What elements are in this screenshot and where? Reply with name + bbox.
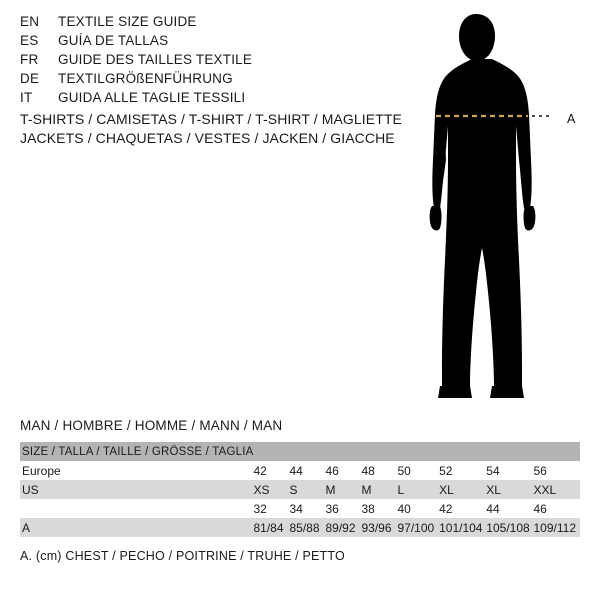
measure-label-a: A	[567, 112, 576, 126]
table-row	[20, 461, 580, 480]
language-text: TEXTILGRÖßENFÜHRUNG	[58, 71, 233, 86]
table-cell: 46	[326, 461, 362, 480]
language-code: ES	[20, 33, 39, 48]
table-cell: L	[398, 480, 440, 499]
language-code: IT	[20, 90, 33, 105]
table-header-row	[20, 442, 580, 461]
table-row	[20, 480, 580, 499]
table-cell: 32	[254, 499, 290, 518]
row-label: US	[20, 480, 254, 499]
table-cell: XS	[254, 480, 290, 499]
category-jackets: JACKETS / CHAQUETAS / VESTES / JACKEN / GIACCHE	[20, 130, 395, 146]
body-silhouette-figure	[420, 10, 595, 410]
table-cell: 56	[534, 461, 581, 480]
language-text: GUIDE DES TAILLES TEXTILE	[58, 52, 253, 67]
table-cell: 38	[362, 499, 398, 518]
table-cell: XL	[486, 480, 533, 499]
size-table	[20, 442, 580, 537]
table-cell: XXL	[534, 480, 581, 499]
table-cell: 52	[439, 461, 486, 480]
language-row	[20, 52, 400, 71]
table-footnote: A. (cm) CHEST / PECHO / POITRINE / TRUHE / PETTO	[20, 549, 345, 563]
table-cell: 54	[486, 461, 533, 480]
row-label: Europe	[20, 461, 254, 480]
row-label	[20, 499, 254, 518]
language-row	[20, 71, 400, 90]
table-row	[20, 518, 580, 537]
male-silhouette-icon	[420, 10, 595, 410]
table-header-label: SIZE / TALLA / TAILLE / GRÖSSE / TAGLIA	[20, 442, 254, 461]
table-cell: 85/88	[290, 518, 326, 537]
language-row	[20, 33, 400, 52]
table-cell: 101/104	[439, 518, 486, 537]
language-row	[20, 14, 400, 33]
table-cell: M	[362, 480, 398, 499]
table-section-title: MAN / HOMBRE / HOMME / MANN / MAN	[20, 418, 283, 433]
language-text: GUÍA DE TALLAS	[58, 33, 169, 48]
language-row	[20, 90, 400, 109]
table-cell: 34	[290, 499, 326, 518]
language-code: EN	[20, 14, 40, 29]
table-cell: 93/96	[362, 518, 398, 537]
table-cell: S	[290, 480, 326, 499]
table-cell: 42	[254, 461, 290, 480]
table-cell: XL	[439, 480, 486, 499]
table-cell: M	[326, 480, 362, 499]
category-tshirts: T-SHIRTS / CAMISETAS / T-SHIRT / T-SHIRT / MAGLIETTE	[20, 111, 402, 127]
language-text: GUIDA ALLE TAGLIE TESSILI	[58, 90, 246, 105]
garment-category-list	[20, 110, 420, 148]
table-cell: 81/84	[254, 518, 290, 537]
table-cell: 105/108	[486, 518, 533, 537]
row-label: A	[20, 518, 254, 537]
table-cell: 46	[534, 499, 581, 518]
table-cell: 44	[290, 461, 326, 480]
language-code: DE	[20, 71, 40, 86]
table-cell: 48	[362, 461, 398, 480]
table-cell: 109/112	[534, 518, 581, 537]
table-cell: 97/100	[398, 518, 440, 537]
language-text: TEXTILE SIZE GUIDE	[58, 14, 197, 29]
language-code: FR	[20, 52, 39, 67]
language-list	[20, 14, 400, 109]
table-cell: 44	[486, 499, 533, 518]
table-cell: 89/92	[326, 518, 362, 537]
table-row	[20, 499, 580, 518]
table-cell: 50	[398, 461, 440, 480]
table-cell: 42	[439, 499, 486, 518]
table-cell: 36	[326, 499, 362, 518]
table-cell: 40	[398, 499, 440, 518]
